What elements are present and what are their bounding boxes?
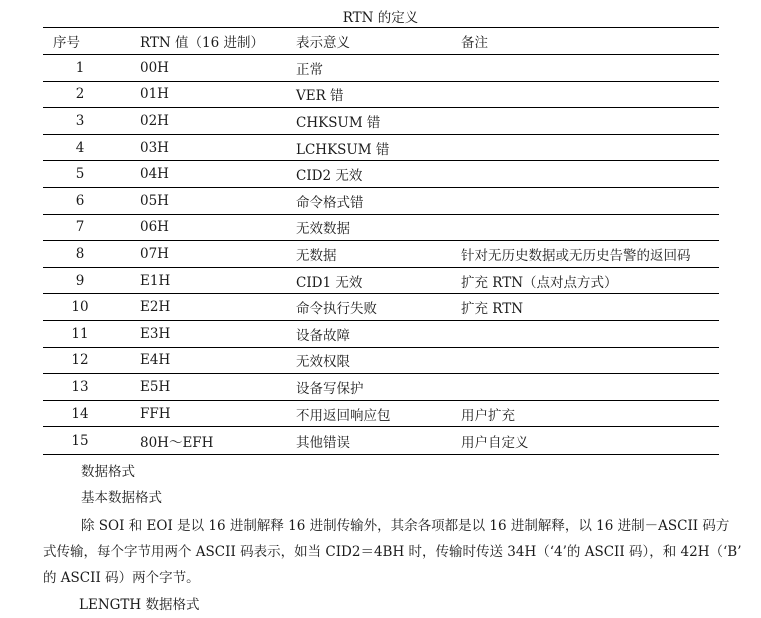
row-meaning: 命令格式错	[296, 194, 364, 211]
header-rtn: RTN 值（16 进制）	[140, 35, 265, 51]
row-meaning: 无数据	[296, 247, 337, 264]
table-row	[43, 294, 719, 321]
table-row	[43, 188, 719, 215]
row-no: 6	[75, 192, 85, 209]
header-meaning: 表示意义	[296, 35, 350, 51]
table-row	[43, 82, 719, 109]
header-note: 备注	[461, 35, 488, 51]
row-no: 11	[71, 325, 89, 342]
row-note: 用户自定义	[461, 434, 529, 451]
row-rtn-value: E1H	[140, 272, 171, 289]
row-meaning: 命令执行失败	[296, 301, 377, 318]
table-row	[43, 427, 719, 454]
row-meaning: 其他错误	[296, 434, 350, 451]
row-note: 针对无历史数据或无历史告警的返回码	[461, 247, 691, 264]
row-rtn-value: 01H	[140, 86, 169, 103]
data-format-heading: 数据格式	[81, 464, 135, 480]
row-rtn-value: 80H～EFH	[140, 434, 214, 451]
row-rtn-value: 05H	[140, 192, 169, 209]
row-rtn-value: 04H	[140, 166, 169, 183]
row-meaning: 无效数据	[296, 221, 350, 238]
row-note: 用户扩充	[461, 407, 515, 424]
row-rtn-value: E4H	[140, 352, 171, 369]
body-line-2: 式传输，每个字节用两个 ASCII 码表示，如当 CID2＝4BH 时，传输时传送 34H（‘4’的 ASCII 码），和 42H（‘B’	[43, 544, 742, 560]
table-row	[43, 348, 719, 375]
length-format-heading: LENGTH 数据格式	[79, 597, 200, 613]
row-no: 7	[75, 219, 85, 236]
row-no: 15	[71, 432, 89, 449]
table-row	[43, 215, 719, 242]
row-no: 5	[75, 166, 85, 183]
row-no: 4	[75, 139, 85, 156]
row-no: 13	[71, 378, 89, 395]
row-meaning: VER 错	[296, 88, 344, 105]
row-no: 3	[75, 112, 85, 129]
body-line-1: 除 SOI 和 EOI 是以 16 进制解释 16 进制传输外，其余各项都是以 16 进制解释，以 16 进制－ASCII 码方	[81, 518, 730, 534]
table-row	[43, 108, 719, 135]
row-no: 1	[75, 59, 85, 76]
rtn-table	[43, 27, 719, 455]
row-rtn-value: E5H	[140, 378, 171, 395]
row-meaning: 不用返回响应包	[296, 407, 391, 424]
row-meaning: 设备写保护	[296, 380, 364, 397]
table-row	[43, 135, 719, 162]
row-no: 14	[71, 405, 89, 422]
row-rtn-value: E3H	[140, 325, 171, 342]
row-meaning: LCHKSUM 错	[296, 141, 390, 158]
row-meaning: 无效权限	[296, 354, 350, 371]
table-row	[43, 321, 719, 348]
row-rtn-value: 03H	[140, 139, 169, 156]
table-row	[43, 55, 719, 82]
row-no: 9	[75, 272, 85, 289]
row-meaning: CHKSUM 错	[296, 114, 381, 131]
row-no: 12	[71, 352, 89, 369]
table-row	[43, 374, 719, 401]
table-row	[43, 401, 719, 428]
table-row	[43, 161, 719, 188]
row-no: 8	[75, 245, 85, 262]
basic-format-heading: 基本数据格式	[81, 490, 162, 506]
table-row	[43, 241, 719, 268]
row-note: 扩充 RTN	[461, 301, 524, 318]
row-rtn-value: 07H	[140, 245, 169, 262]
body-line-3: 的 ASCII 码）两个字节。	[43, 570, 200, 586]
header-no: 序号	[53, 35, 80, 51]
row-meaning: 正常	[296, 61, 323, 78]
row-no: 2	[75, 86, 85, 103]
table-row	[43, 268, 719, 295]
row-rtn-value: 02H	[140, 112, 169, 129]
row-meaning: CID1 无效	[296, 274, 363, 291]
row-meaning: CID2 无效	[296, 168, 363, 185]
table-header-row	[43, 28, 719, 55]
table-caption: RTN 的定义	[342, 10, 419, 26]
row-rtn-value: E2H	[140, 299, 171, 316]
row-rtn-value: FFH	[140, 405, 171, 422]
row-note: 扩充 RTN（点对点方式）	[461, 274, 618, 291]
row-rtn-value: 00H	[140, 59, 169, 76]
row-no: 10	[71, 299, 89, 316]
row-rtn-value: 06H	[140, 219, 169, 236]
row-meaning: 设备故障	[296, 327, 350, 344]
